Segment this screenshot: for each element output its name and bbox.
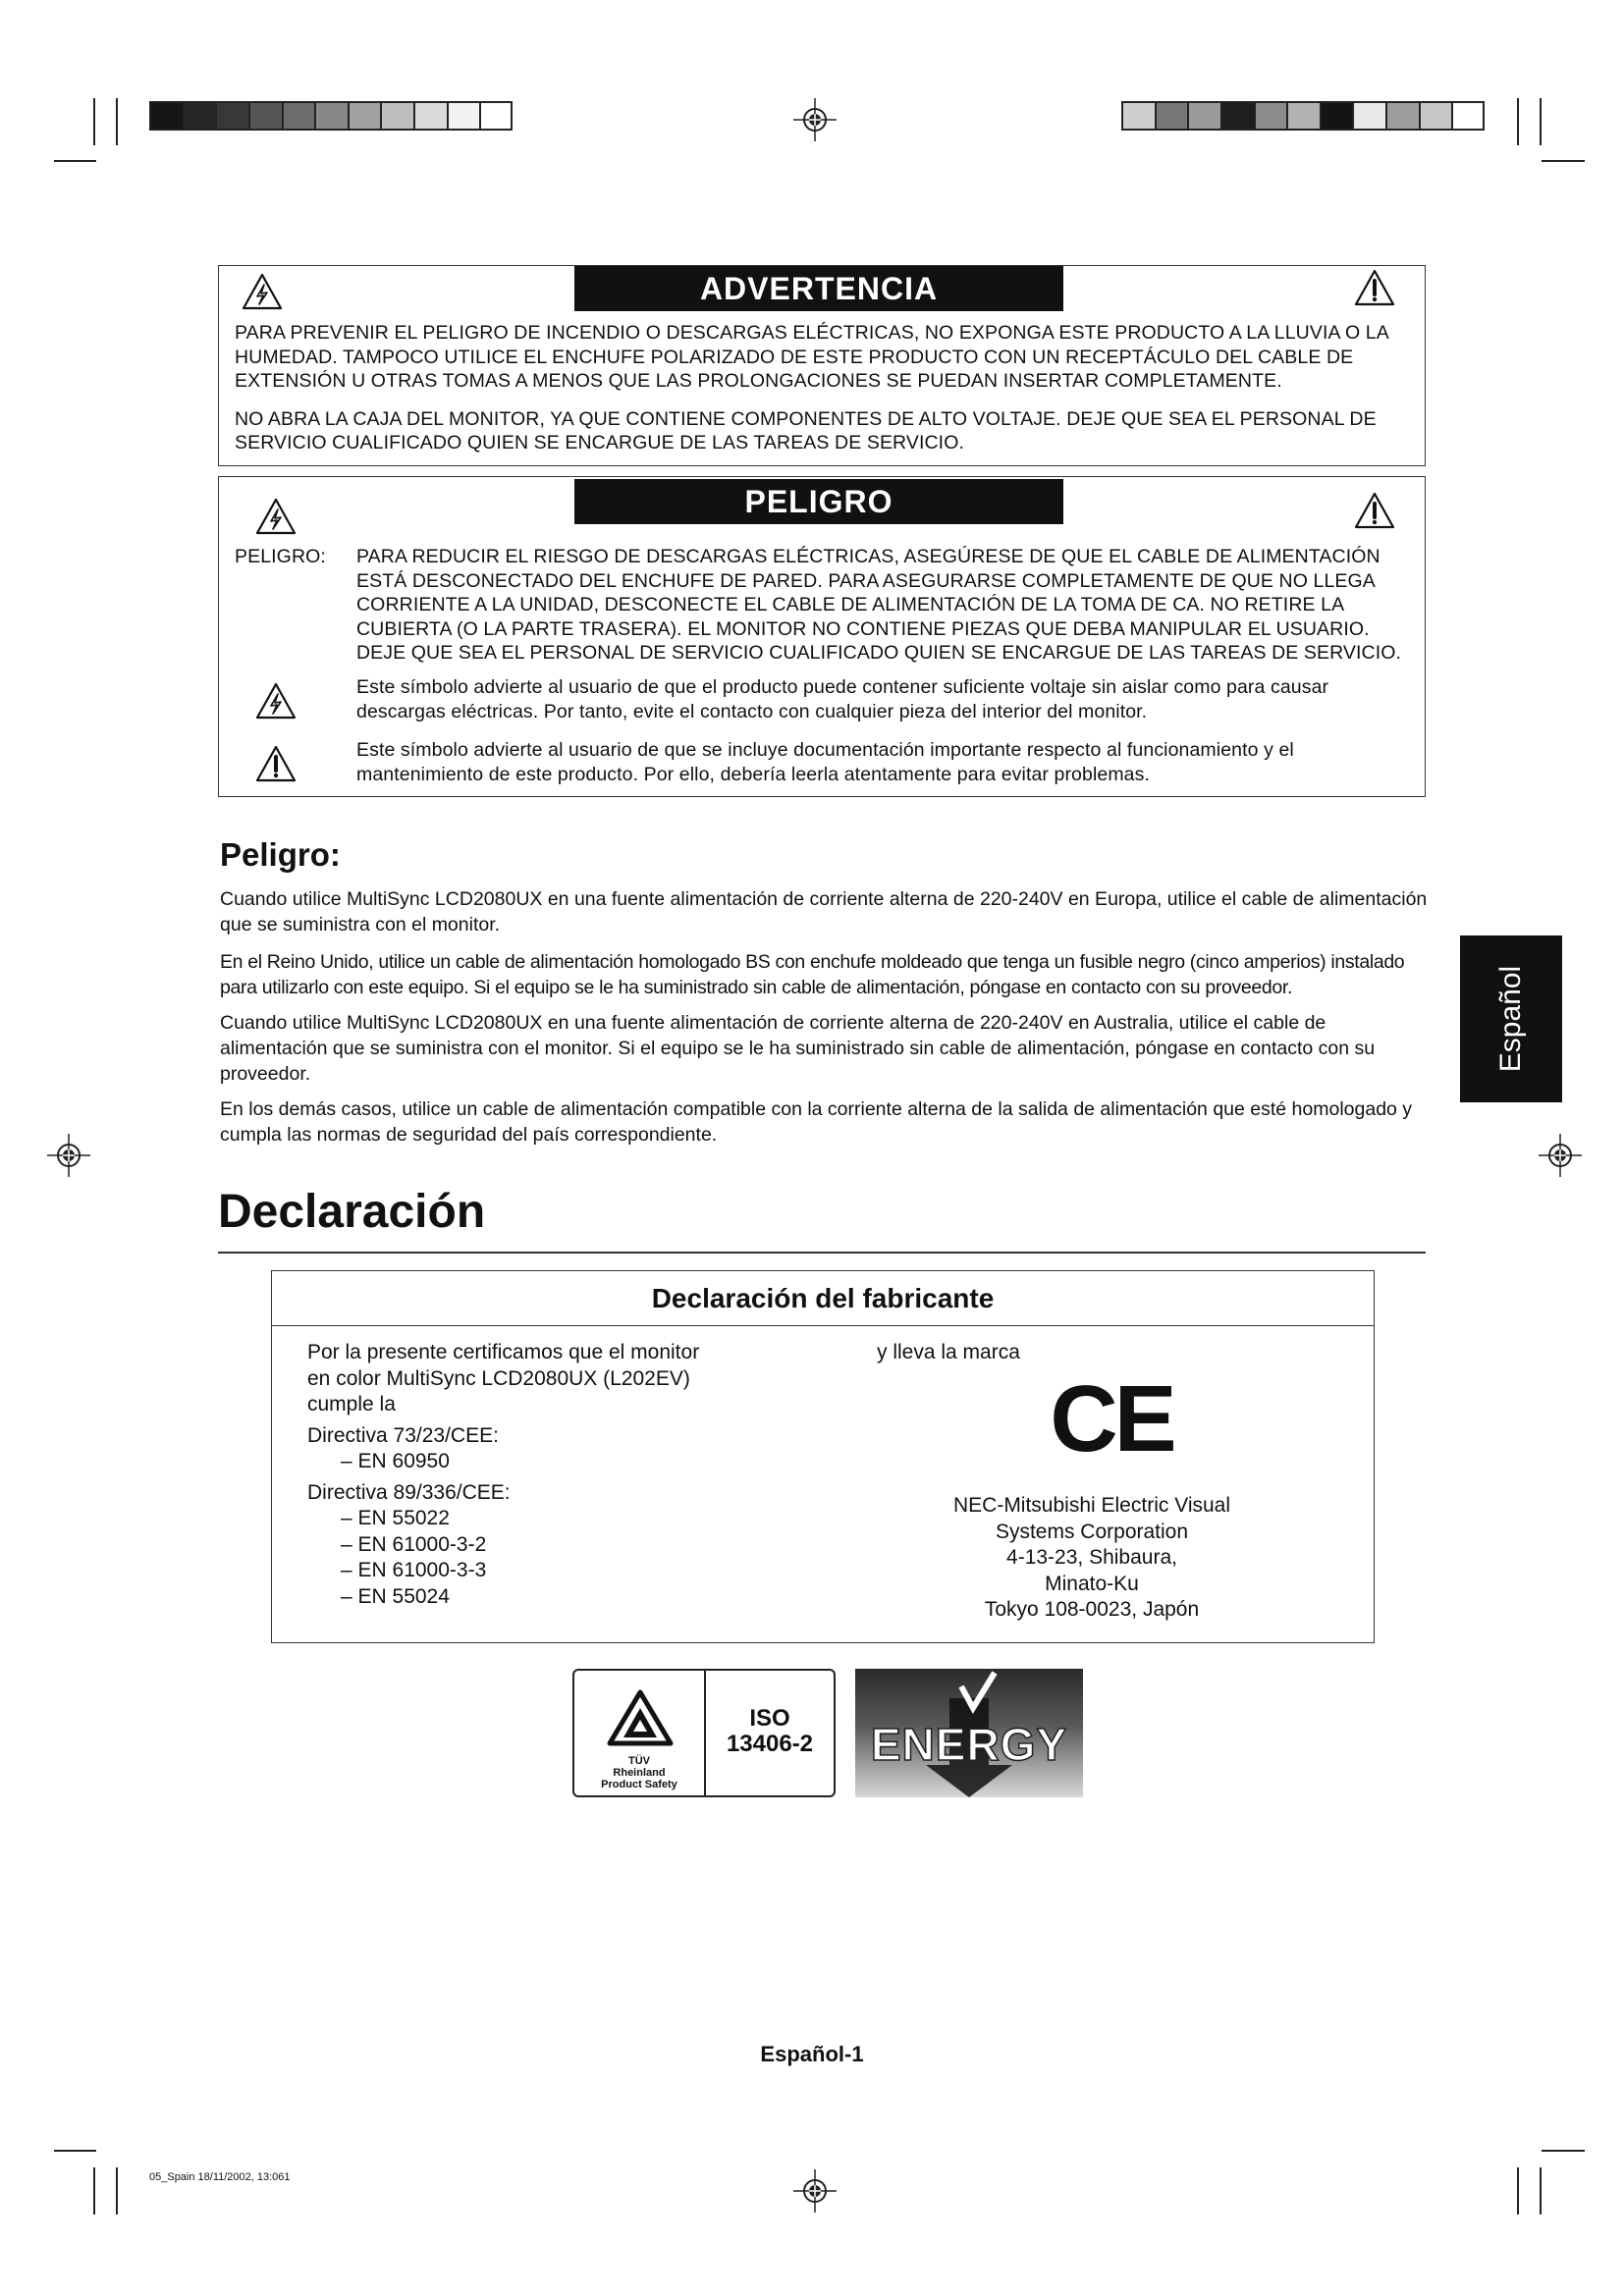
company-line: 4-13-23, Shibaura, bbox=[1006, 1546, 1177, 1569]
lightning-warning-icon bbox=[254, 497, 298, 536]
directive-2-item: – EN 55024 bbox=[341, 1584, 450, 1608]
ce-mark: CE bbox=[1050, 1366, 1173, 1471]
intro-line: en color MultiSync LCD2080UX (L202EV) bbox=[307, 1366, 690, 1390]
page-number: Español-1 bbox=[760, 2042, 864, 2066]
iso-text: ISO 13406-2 bbox=[726, 1705, 814, 1757]
lightning-warning-icon bbox=[241, 272, 284, 311]
intro-line: Por la presente certificamos que el monitor bbox=[307, 1341, 700, 1363]
directive-2-item: – EN 55022 bbox=[341, 1507, 450, 1529]
peligro-paragraph-2: En el Reino Unido, utilice un cable de alimentación homologado BS con enchufe moldeado que tenga un fusible negro (cinco amperios) instalado para utilizarlo con este equipo. Si el equipo se le ha suministrado sin cable de alimentación, póngase en contacto con su proveedor. bbox=[220, 951, 1405, 998]
registration-mark-left bbox=[47, 1134, 90, 1177]
peligro-paragraph-4: En los demás casos, utilice un cable de alimentación compatible con la corriente alterna de la salida de alimentación que esté homologado y cumpla las normas de seguridad del país correspondiente. bbox=[220, 1098, 1413, 1146]
directive-2-item: – EN 61000-3-3 bbox=[341, 1559, 487, 1581]
advertencia-paragraph-2: NO ABRA LA CAJA DEL MONITOR, YA QUE CONTIENE COMPONENTES DE ALTO VOLTAJE. DEJE QUE SEA EL PERSONAL DE SERVICIO CUALIFICADO QUIEN SE ENCARGUE DE LAS TAREAS DE SERVICIO. bbox=[235, 407, 1377, 454]
peligro-paragraph-3: Cuando utilice MultiSync LCD2080UX en una fuente alimentación de corriente alterna de 220-240V en Australia, utilice el cable de alimentación que se suministra con el monitor. Si el equipo se le ha suministrado sin cable de alimentación, póngase en contacto con su proveedor. bbox=[220, 1012, 1376, 1085]
declaracion-heading: Declaración bbox=[218, 1186, 486, 1238]
energy-star-logo bbox=[855, 1669, 1083, 1797]
lightning-symbol-explanation: Este símbolo advierte al usuario de que el producto puede contener suficiente voltaje sin aislar como para causar descargas eléctricas. Por tanto, evite el contacto con cualquier pieza del interior del monitor. bbox=[356, 676, 1329, 722]
lightning-warning-icon bbox=[254, 681, 298, 721]
registration-mark-bottom bbox=[793, 2169, 837, 2213]
peligro-paragraph-1: Cuando utilice MultiSync LCD2080UX en una fuente alimentación de corriente alterna de 220-240V en Europa, utilice el cable de alimentación que se suministra con el monitor. bbox=[220, 888, 1428, 935]
exclamation-symbol-explanation: Este símbolo advierte al usuario de que se incluye documentación importante respecto al funcionamiento y el mantenimiento de este producto. Por ello, debería leerla atentamente para evitar problemas. bbox=[356, 739, 1294, 785]
manufacturer-declaration-title: Declaración del fabricante bbox=[272, 1271, 1374, 1326]
tuv-text: TÜV Rheinland Product Safety bbox=[601, 1755, 677, 1790]
print-slug: 05_Spain 18/11/2002, 13:061 bbox=[149, 2171, 291, 2183]
registration-mark-top bbox=[793, 98, 837, 141]
advertencia-box bbox=[218, 265, 1426, 466]
exclamation-warning-icon bbox=[1353, 491, 1396, 530]
declaration-left-column bbox=[307, 1340, 779, 1610]
company-line: Minato-Ku bbox=[1045, 1572, 1139, 1595]
energy-text: ENERGY bbox=[870, 1719, 1068, 1770]
intro-line: cumple la bbox=[307, 1393, 396, 1415]
gray-scale-bar-left bbox=[149, 101, 513, 131]
peligro-heading: Peligro: bbox=[220, 836, 341, 873]
tuv-iso-logo bbox=[572, 1669, 836, 1797]
language-side-tab bbox=[1460, 935, 1562, 1102]
advertencia-title: ADVERTENCIA bbox=[574, 266, 1063, 311]
peligro-main-text: PARA REDUCIR EL RIESGO DE DESCARGAS ELÉCTRICAS, ASEGÚRESE DE QUE EL CABLE DE ALIMENTACIÓN ESTÁ DESCONECTADO DEL ENCHUFE DE PARED. PARA ASEGURARSE COMPLETAMENTE DE QUE NO LLEGA CORRIENTE A LA UNIDAD, DESCONECTE EL CABLE DE ALIMENTACIÓN DE LA TOMA DE CA. NO RETIRE LA CUBIERTA (O LA PARTE TRASERA). EL MONITOR NO CONTIENE PIEZAS QUE DEBA MANIPULAR EL USUARIO. DEJE QUE SEA EL PERSONAL DE SERVICIO CUALIFICADO QUIEN SE ENCARGUE DE LAS TAREAS DE SERVICIO. bbox=[356, 546, 1402, 664]
marca-label: y lleva la marca bbox=[877, 1341, 1020, 1363]
company-line: Tokyo 108-0023, Japón bbox=[984, 1598, 1200, 1621]
peligro-box bbox=[218, 476, 1426, 797]
directive-1-label: Directiva 73/23/CEE: bbox=[307, 1423, 499, 1447]
company-line: NEC-Mitsubishi Electric Visual bbox=[952, 1494, 1231, 1517]
directive-1-item: – EN 60950 bbox=[341, 1450, 450, 1472]
peligro-title: PELIGRO bbox=[574, 479, 1063, 524]
tuv-triangle-icon bbox=[604, 1688, 677, 1749]
company-line: Systems Corporation bbox=[995, 1520, 1189, 1543]
gray-scale-bar-right bbox=[1121, 101, 1485, 131]
exclamation-warning-icon bbox=[254, 744, 298, 783]
company-address bbox=[920, 1493, 1264, 1624]
manufacturer-declaration-box bbox=[271, 1270, 1375, 1643]
directive-2-label: Directiva 89/336/CEE: bbox=[307, 1480, 511, 1504]
registration-mark-right bbox=[1539, 1134, 1582, 1177]
advertencia-paragraph-1: PARA PREVENIR EL PELIGRO DE INCENDIO O DESCARGAS ELÉCTRICAS, NO EXPONGA ESTE PRODUCTO A LA LLUVIA O LA HUMEDAD. TAMPOCO UTILICE EL ENCHUFE POLARIZADO DE ESTE PRODUCTO CON UN RECEPTÁCULO DEL CABLE DE EXTENSIÓN U OTRAS TOMAS A MENOS QUE LAS PROLONGACIONES SE PUEDAN INSERTAR COMPLETAMENTE. bbox=[235, 322, 1388, 392]
language-side-tab-label: Español bbox=[1494, 965, 1527, 1073]
directive-2-item: – EN 61000-3-2 bbox=[341, 1532, 487, 1556]
peligro-label: PELIGRO: bbox=[235, 546, 326, 567]
exclamation-warning-icon bbox=[1353, 268, 1396, 307]
declaracion-rule bbox=[218, 1252, 1426, 1254]
